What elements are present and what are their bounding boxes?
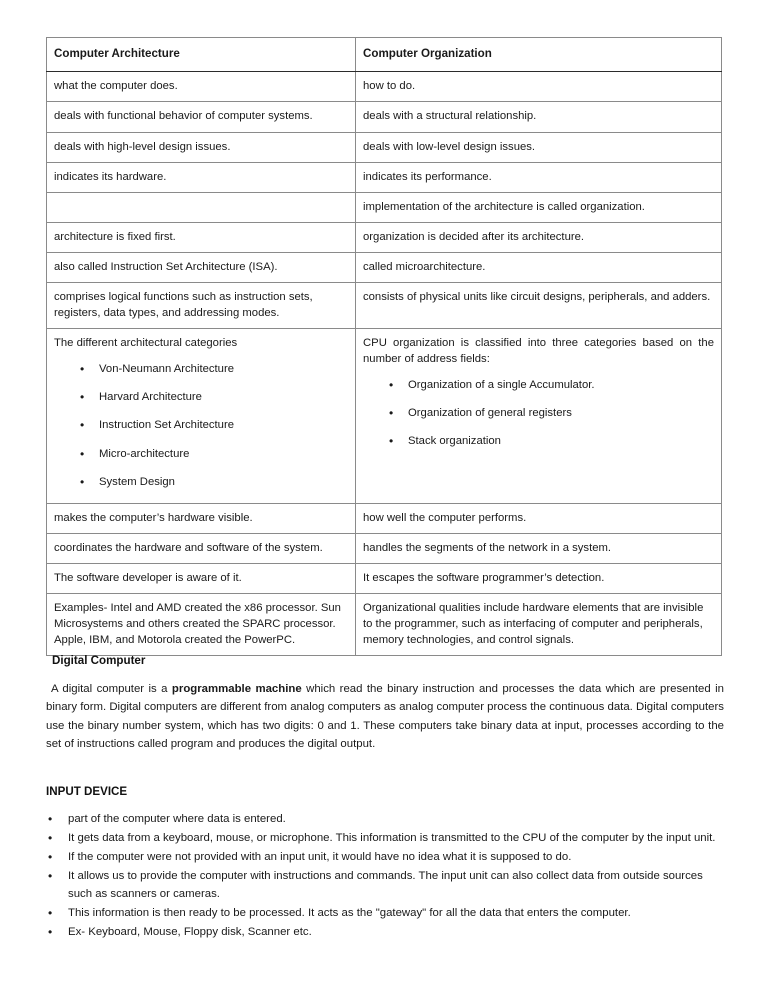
cell-organization: how well the computer performs. xyxy=(356,504,722,534)
cell-organization: deals with a structural relationship. xyxy=(356,102,722,132)
cell-architecture: Examples- Intel and AMD created the x86 processor. Sun Microsystems and others created the SPARC processor. Apple, IBM, and Motorola created the PowerPC. xyxy=(47,594,356,656)
cell-architecture: what the computer does. xyxy=(47,72,356,102)
list-item: • Ex- Keyboard, Mouse, Floppy disk, Scanner etc. xyxy=(46,923,724,941)
digital-computer-paragraph xyxy=(46,680,724,754)
categories-intro: The different architectural categories xyxy=(54,336,238,349)
column-header-organization: Computer Organization xyxy=(356,38,722,72)
paragraph-bold-term: programmable machine xyxy=(171,683,302,695)
list-item: • Von-Neumann Architecture xyxy=(54,362,348,377)
cell-architecture: indicates its hardware. xyxy=(47,162,356,192)
table-row xyxy=(47,72,722,102)
cell-architecture: makes the computer’s hardware visible. xyxy=(47,504,356,534)
cell-architecture: comprises logical functions such as instruction sets, registers, data types, and addressing modes. xyxy=(47,282,356,328)
cell-architecture-empty xyxy=(47,192,356,222)
cell-organization: Organizational qualities include hardware elements that are invisible to the programmer, such as interfacing of computer and peripherals, memory technologies, and control signals. xyxy=(356,594,722,656)
architecture-vs-organization-table xyxy=(46,37,722,656)
cpu-organization-list xyxy=(363,378,714,450)
table-row xyxy=(47,594,722,656)
table-row xyxy=(47,282,722,328)
list-item: • Organization of general registers xyxy=(363,406,714,421)
table-row xyxy=(47,252,722,282)
table-row xyxy=(47,102,722,132)
input-device-list xyxy=(46,810,724,942)
table-row-categories xyxy=(47,328,722,503)
cell-organization: handles the segments of the network in a system. xyxy=(356,534,722,564)
cell-architecture: deals with functional behavior of computer systems. xyxy=(47,102,356,132)
list-item: • part of the computer where data is entered. xyxy=(46,810,724,828)
table-row xyxy=(47,222,722,252)
cell-organization: It escapes the software programmer’s detection. xyxy=(356,564,722,594)
architecture-categories-list xyxy=(54,362,348,490)
table-row xyxy=(47,534,722,564)
list-item: • Stack organization xyxy=(363,434,714,449)
column-header-architecture: Computer Architecture xyxy=(47,38,356,72)
cell-architecture: architecture is fixed first. xyxy=(47,222,356,252)
table-row xyxy=(47,162,722,192)
list-item: • It allows us to provide the computer with instructions and commands. The input unit can also collect data from outside sources such as scanners or cameras. xyxy=(46,867,724,903)
digital-computer-heading: Digital Computer xyxy=(52,654,146,667)
table-row xyxy=(47,504,722,534)
cell-architecture: The software developer is aware of it. xyxy=(47,564,356,594)
cell-architecture: deals with high-level design issues. xyxy=(47,132,356,162)
cell-organization: organization is decided after its architecture. xyxy=(356,222,722,252)
list-item: • Instruction Set Architecture xyxy=(54,418,348,433)
cpu-organization-intro: CPU organization is classified into three categories based on the number of address fields: xyxy=(363,336,714,365)
list-item: • System Design xyxy=(54,475,348,490)
table-header-row xyxy=(47,38,722,72)
cell-architecture: coordinates the hardware and software of the system. xyxy=(47,534,356,564)
cell-organization: indicates its performance. xyxy=(356,162,722,192)
input-device-heading: INPUT DEVICE xyxy=(46,785,128,798)
cell-architecture-categories xyxy=(47,328,356,503)
table-row xyxy=(47,132,722,162)
cell-organization: how to do. xyxy=(356,72,722,102)
list-item: • If the computer were not provided with an input unit, it would have no idea what it is supposed to do. xyxy=(46,848,724,866)
cell-organization: deals with low-level design issues. xyxy=(356,132,722,162)
cell-organization: consists of physical units like circuit designs, peripherals, and adders. xyxy=(356,282,722,328)
cell-architecture: also called Instruction Set Architecture (ISA). xyxy=(47,252,356,282)
paragraph-text-rest: which read the binary instruction and processes the data which are presented in binary form. Digital computers are different from analog computers as analog computer process the continuous data. Digital computers use the binary number system, which has two digits: 0 and 1. These computers take binary data at input, processes according to the set of instructions called program and produces the digital output. xyxy=(46,683,724,751)
cell-organization-categories xyxy=(356,328,722,503)
list-item: • Micro-architecture xyxy=(54,447,348,462)
cell-organization: implementation of the architecture is called organization. xyxy=(356,192,722,222)
list-item: • Harvard Architecture xyxy=(54,390,348,405)
list-item: • Organization of a single Accumulator. xyxy=(363,378,714,393)
paragraph-text-lead: A digital computer is a xyxy=(51,683,172,695)
list-item: • It gets data from a keyboard, mouse, or microphone. This information is transmitted to the CPU of the computer by the input unit. xyxy=(46,829,724,847)
table-row xyxy=(47,192,722,222)
table-row xyxy=(47,564,722,594)
list-item: • This information is then ready to be processed. It acts as the "gateway" for all the data that enters the computer. xyxy=(46,904,724,922)
cell-organization: called microarchitecture. xyxy=(356,252,722,282)
